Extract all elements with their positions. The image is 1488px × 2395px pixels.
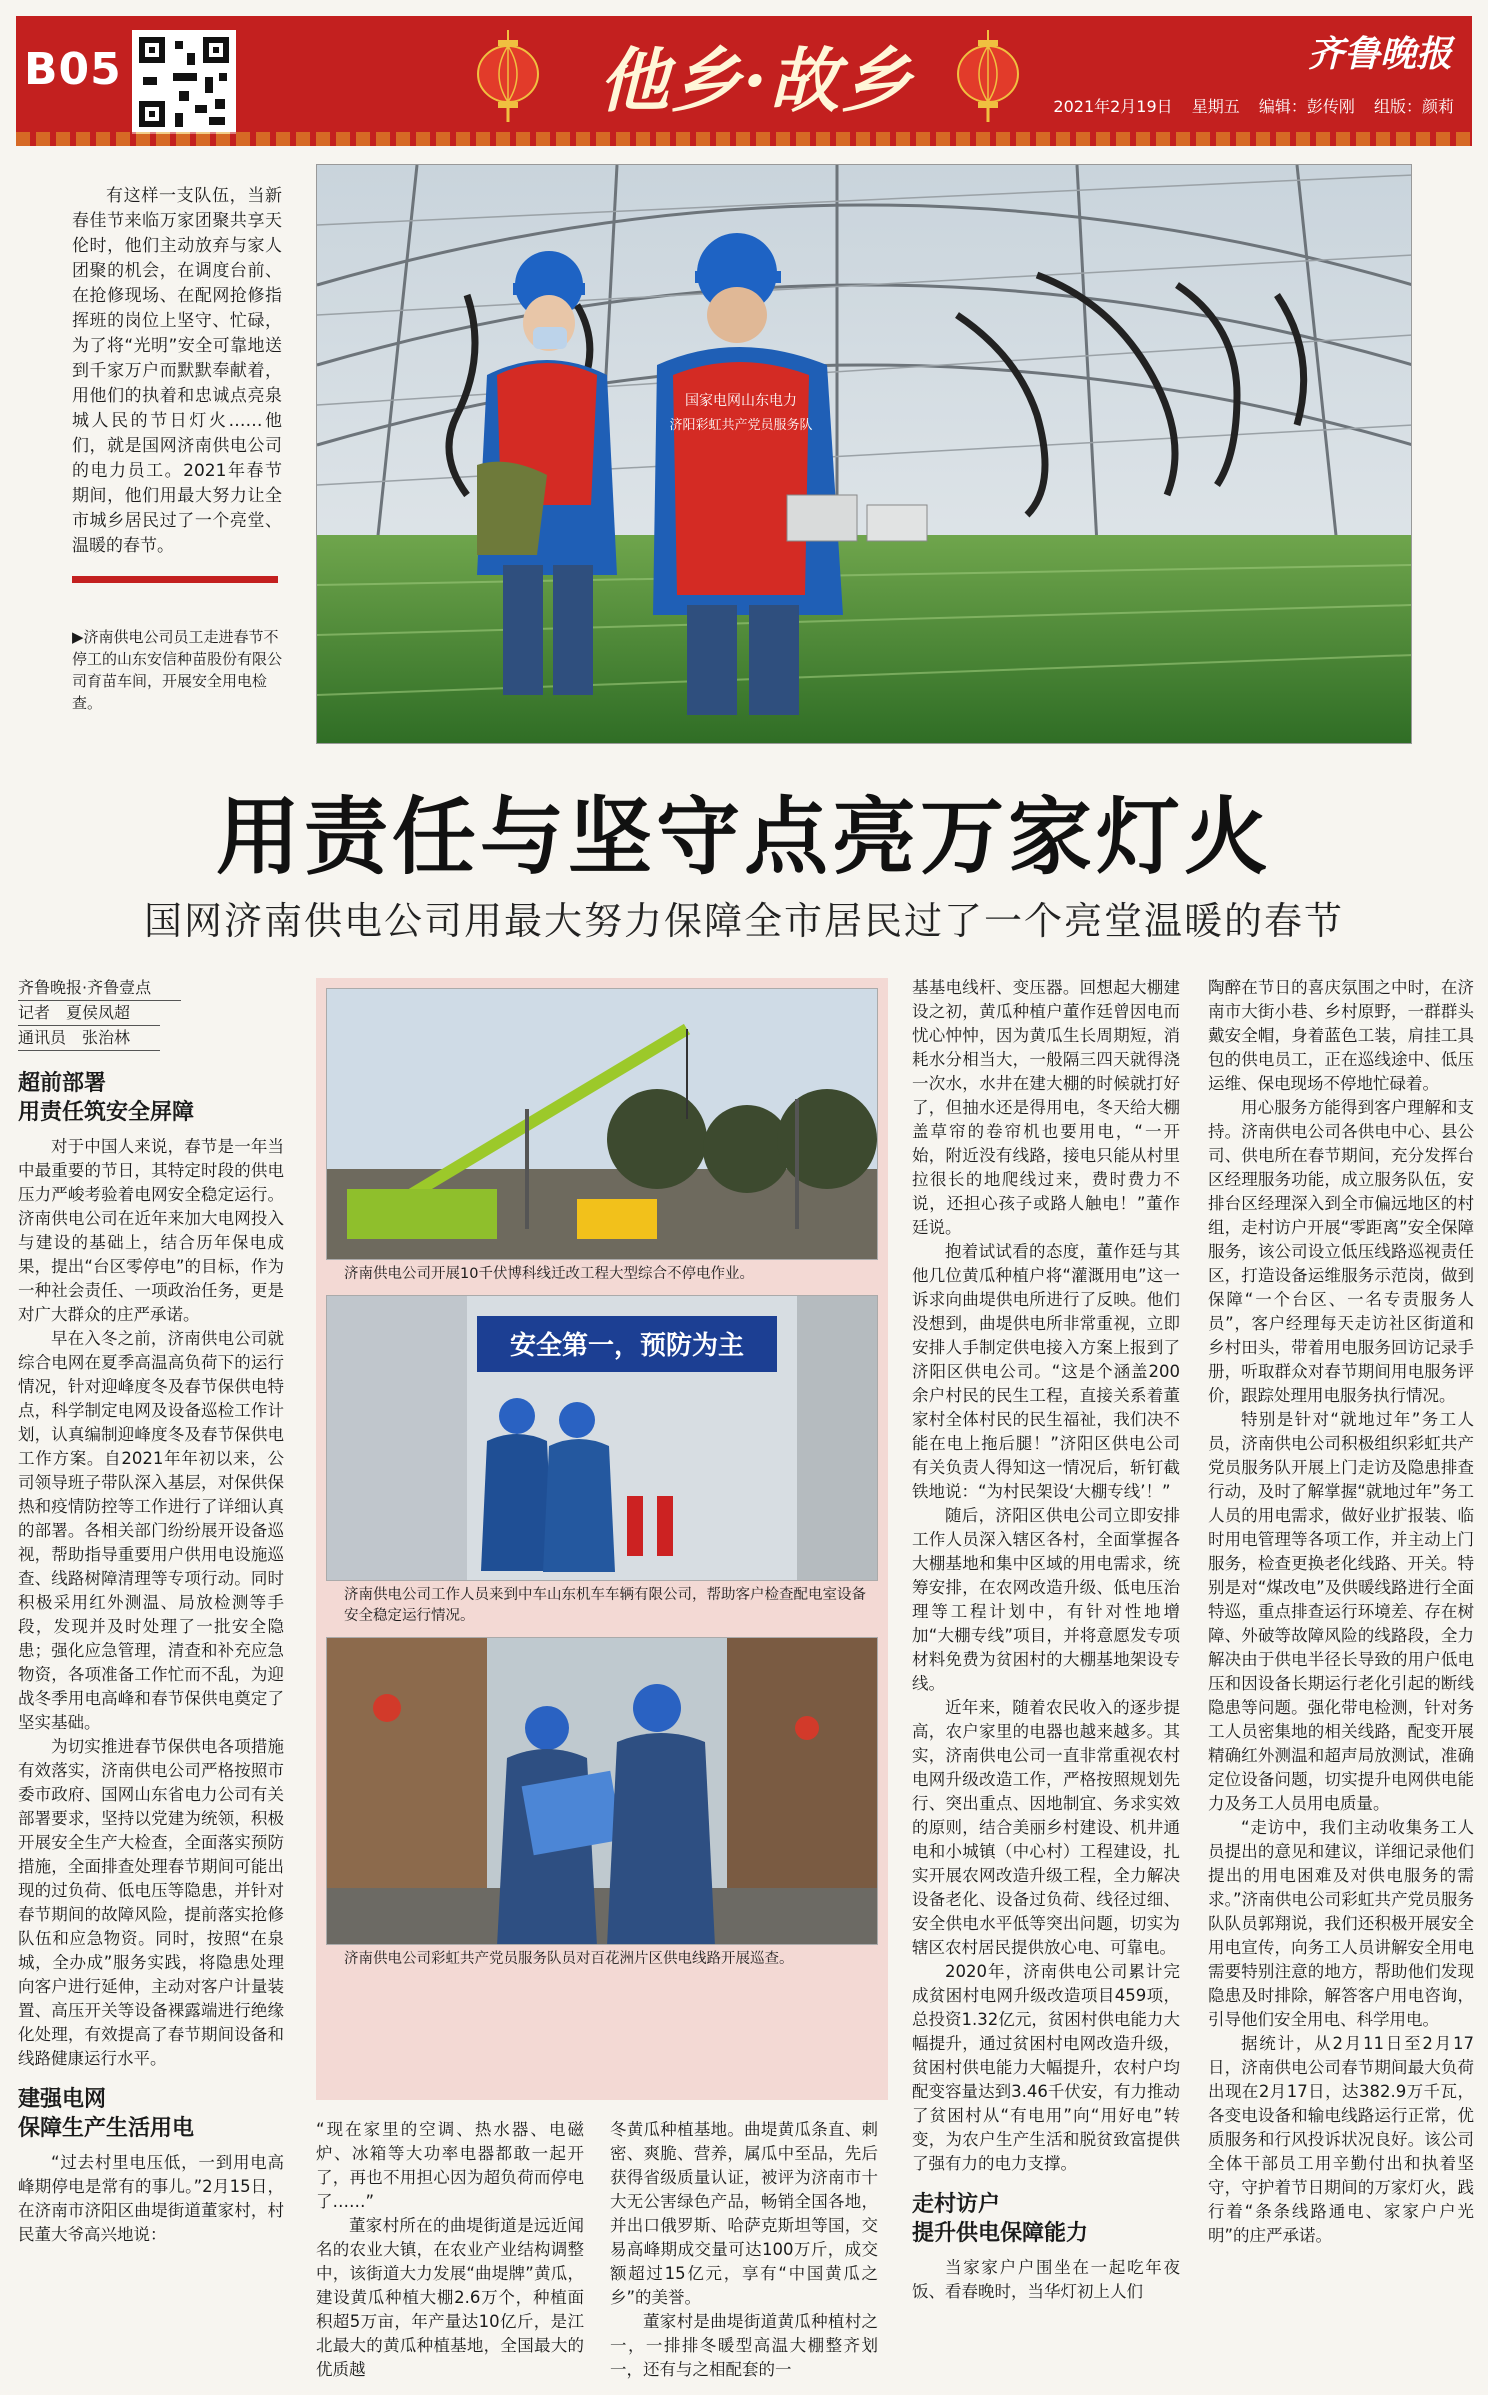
subheadline: 国网济南供电公司用最大努力保障全市居民过了一个亮堂温暖的春节: [143, 899, 1344, 943]
paragraph: 为切实推进春节保供电各项措施有效落实，济南供电公司严格按照市委市政府、国网山东省电力公司有关部署要求，坚持以党建为统领，积极开展安全生产大检查，全面落实预防措施，全面排查处理春节期间可能出现的过负荷、低电压等隐患，并针对春节期间的故障风险，提前落实抢修队伍和应急物资。同时，按照“在泉城，全办成”服务实践，将隐患处理向客户进行延伸，主动对客户计量装置、高压开关等设备裸露端进行绝缘化处理，有效提高了春节期间设备和线路健康运行水平。: [18, 1737, 284, 2068]
section-heading: 走村访户 提升供电保障能力: [912, 2192, 1089, 2246]
byline-source: 齐鲁晚报·齐鲁壹点: [18, 976, 181, 1001]
paragraph: 陶醉在节日的喜庆氛围之中时，在济南市大街小巷、乡村原野，一群群头戴安全帽，身着蓝色工装，肩挂工具包的供电员工，正在巡线途中、低压运维、保电现场不停地忙碌着。: [1208, 978, 1474, 1093]
page-header: [16, 16, 1472, 146]
intro-divider: [72, 576, 278, 583]
qr-code-icon: [132, 30, 236, 134]
photo-caption: 济南供电公司彩虹共产党员服务队员对百花洲片区供电线路开展巡查。: [344, 1951, 794, 1967]
lantern-icon: [956, 30, 1020, 122]
paragraph: 当家家户户围坐在一起吃年夜饭、看春晚时，当华灯初上人们: [912, 2258, 1180, 2301]
paragraph: 用心服务方能得到客户理解和支持。济南供电公司各供电中心、县公司、供电所在春节期间，充分发挥台区经理服务功能，成立服务队伍，安排台区经理深入到全市偏远地区的村组，走村访户开展“零距离”安全保障服务，该公司设立低压线路巡视责任区，打造设备运维服务示范岗，做到保障“一个台区、一名专责服务人员”，客户经理每天走访社区街道和乡村田头，带着用电服务回访记录手册，听取群众对春节期间用电服务评价，跟踪处理用电服务执行情况。: [1208, 1098, 1474, 1405]
main-photo: [316, 164, 1412, 744]
photo-gallery: [316, 978, 888, 2100]
paragraph: “现在家里的空调、热水器、电磁炉、冰箱等大功率电器都敢一起开了，再也不用担心因为超负荷而停电了……”: [316, 2120, 584, 2211]
article-column-2: [316, 2118, 584, 2382]
page-number: B05: [24, 44, 122, 95]
paragraph: 董家村所在的曲堤街道是远近闻名的农业大镇，在农业产业结构调整中，该街道大力发展“曲堤牌”黄瓜，建设黄瓜种植大棚2.6万个，种植面积超5万亩，年产量达10亿斤，是江北最大的黄瓜种植基地，全国最大的优质越: [316, 2216, 584, 2379]
byline-correspondent: 通讯员 张治林: [18, 1026, 160, 1051]
paragraph: 基基电线杆、变压器。回想起大棚建设之初，黄瓜种植户董作廷曾因电而忧心忡忡，因为黄瓜生长周期短，消耗水分相当大，一般隔三四天就得浇一次水，水井在建大棚的时候就打好了，但抽水还是得用电，冬天给大棚盖草帘的卷帘机也要用电，“一开始，附近没有线路，接电只能从村里拉很长的地爬线过来，费时费力不说，还担心孩子或路人触电！”董作廷说。: [912, 978, 1180, 1237]
photo-crane: [326, 988, 878, 1260]
paragraph: 特别是针对“就地过年”务工人员，济南供电公司积极组织彩虹共产党员服务队开展上门走访及隐患排查行动，及时了解掌握“就地过年”务工人员的用电需求，做好业扩报装、临时用电管理等各项工作，并主动上门服务，检查更换老化线路、开关。特别是对“煤改电”及供暖线路进行全面特巡，重点排查运行环境差、存在树障、外破等故障风险的线路段，全力解决由于供电半径长导致的用户低电压和因设备长期运行老化引起的断线隐患等问题。强化带电检测，针对务工人员密集地的相关线路，配变开展精确红外测温和超声局放测试，准确定位设备问题，切实提升电网供电能力及务工人员用电质量。: [1208, 1410, 1474, 1813]
paragraph: 据统计，从2月11日至2月17日，济南供电公司春节期间最大负荷出现在2月17日，达382.9万千瓦，各变电设备和输电线路运行正常，优质服务和行风投诉状况良好。该公司全体干部员工用辛勤付出和执着坚守，守护着节日期间的万家灯火，践行着“条条线路通电、家家户户光明”的庄严承诺。: [1208, 2034, 1474, 2245]
paragraph: 早在入冬之前，济南供电公司就综合电网在夏季高温高负荷下的运行情况，针对迎峰度冬及春节保供电特点，科学制定电网及设备巡检工作计划，认真编制迎峰度冬及春节保供电工作方案。自2021年年初以来，公司领导班子带队深入基层，对保供保热和疫情防控等工作进行了详细认真的部署。各相关部门纷纷展开设备巡视，帮助指导重要用户供用电设施巡查、线路树障清理等专项行动。同时积极采用红外测温、局放检测等手段，发现并及时处理了一批安全隐患；强化应急管理，清查和补充应急物资，各项准备工作忙而不乱，为迎战冬季用电高峰和春节保供电奠定了坚实基础。: [18, 1329, 284, 1732]
layout-editor: 组版：颜莉: [1373, 97, 1454, 116]
article-column-3: [912, 976, 1180, 2304]
paragraph: 近年来，随着农民收入的逐步提高，农户家里的电器也越来越多。其实，济南供电公司一直非常重视农村电网升级改造工作，严格按照规划先行、突出重点、因地制宜、务求实效的原则，结合美丽乡村建设、机井通电和小城镇（中心村）工程建设，扎实开展农网改造升级工程，全力解决设备老化、设备过负荷、线径过细、安全供电水平低等突出问题，切实为辖区农村居民提供放心电、可靠电。: [912, 1698, 1180, 1957]
issue-date: 2021年2月19日: [1053, 97, 1173, 116]
article-column-4: [1208, 976, 1474, 2248]
headline: 用责任与坚守点亮万家灯火: [215, 788, 1272, 886]
paragraph: 抱着试试看的态度，董作廷与其他几位黄瓜种植户将“灌溉用电”这一诉求向曲堤供电所进行了反映。他们没想到，曲堤供电所非常重视，立即安排人手制定供电接入方案上报到了济阳区供电公司。“这是个涵盖200余户村民的民生工程，直接关系着董家村全体村民的民生福祉，我们决不能在电上拖后腿！”济阳区供电公司有关负责人得知这一情况后，斩钉截铁地说：“为村民架设‘大棚专线’！”: [912, 1242, 1180, 1501]
section-heading: 建强电网 保障生产生活用电: [18, 2087, 195, 2141]
byline-reporter: 记者 夏侯凤超: [18, 1001, 160, 1026]
section-title: 他乡·故乡: [598, 39, 914, 122]
paragraph: 2020年，济南供电公司累计完成贫困村电网升级改造项目459项，总投资1.32亿元，贫困村供电能力大幅提升，通过贫困村电网改造升级，贫困村供电能力大幅提升，农村户均配变容量达到3.46千伏安，有力推动了贫困村从“有电用”向“用好电”转变，为农户生产生活和脱贫致富提供了强有力的电力支撑。: [912, 1962, 1180, 2173]
main-photo-caption: ▶济南供电公司员工走进春节不停工的山东安信种苗股份有限公司育苗车间，开展安全用电检查。: [72, 628, 283, 712]
paragraph: 对于中国人来说，春节是一年当中最重要的节日，其特定时段的供电压力严峻考验着电网安全稳定运行。济南供电公司在近年来加大电网投入与建设的基础上，结合历年保电成果，提出“台区零停电”的目标，作为一种社会责任、一项政治任务，更是对广大群众的庄严承诺。: [18, 1137, 284, 1324]
issue-weekday: 星期五: [1191, 97, 1240, 116]
editor: 编辑：彭传刚: [1258, 97, 1355, 116]
paragraph: 董家村是曲堤街道黄瓜种植村之一，一排排冬暖型高温大棚整齐划一，还有与之相配套的一: [610, 2312, 878, 2379]
paragraph: 冬黄瓜种植基地。曲堤黄瓜条直、刺密、爽脆、营养，属瓜中至品，先后获得省级质量认证，被评为济南市十大无公害绿色产品，畅销全国各地，并出口俄罗斯、哈萨克斯坦等国，交易高峰期成交量可达100万斤，成交额超过15亿元，享有“中国黄瓜之乡”的美誉。: [610, 2120, 878, 2307]
header-pattern: [16, 132, 1472, 146]
photo-inspection: [326, 1295, 878, 1581]
paragraph: “走访中，我们主动收集务工人员提出的意见和建议，详细记录他们提出的用电困难及对供电服务的需求。”济南供电公司彩虹共产党员服务队队员郭翔说，我们还积极开展安全用电宣传，向务工人员讲解安全用电需要特别注意的地方，帮助他们发现隐患及时排除，解答客户用电咨询，引导他们安全用电、科学用电。: [1208, 1818, 1474, 2029]
safety-banner: 安全第一，预防为主: [509, 1331, 745, 1361]
paragraph: 随后，济阳区供电公司立即安排工作人员深入辖区各村，全面掌握各大棚基地和集中区域的用电需求，统筹安排，在农网改造升级、低电压治理等工程计划中，有针对性地增加“大棚专线”项目，并将意愿发专项材料免费为贫困村的大棚基地架设专线。: [912, 1506, 1180, 1693]
vest-text: 国家电网山东电力: [685, 393, 797, 409]
article-column-1: [18, 976, 284, 2247]
byline: [18, 976, 284, 1051]
issue-meta: [1039, 94, 1454, 117]
photo-caption: 济南供电公司开展10千伏博科线迁改工程大型综合不停电作业。: [344, 1266, 754, 1282]
section-heading: 超前部署 用责任筑安全屏障: [18, 1071, 195, 1125]
paragraph: “过去村里电压低，一到用电高峰期停电是常有的事儿。”2月15日，在济南市济阳区曲堤街道董家村，村民董大爷高兴地说：: [18, 2153, 284, 2244]
vest-text: 济阳彩虹共产党员服务队: [669, 418, 813, 433]
photo-patrol: [326, 1637, 878, 1945]
photo-caption: 济南供电公司工作人员来到中车山东机车车辆有限公司，帮助客户检查配电室设备安全稳定运行情况。: [344, 1587, 866, 1624]
intro-text: 有这样一支队伍，当新春佳节来临万家团聚共享天伦时，他们主动放弃与家人团聚的机会，在调度台前、在抢修现场、在配网抢修指挥班的岗位上坚守、忙碌，为了将“光明”安全可靠地送到千家万户而默默奉献着，用他们的执着和忠诚点亮泉城人民的节日灯火……他们，就是国网济南供电公司的电力员工。2021年春节期间，他们用最大努力让全市城乡居民过了一个亮堂、温暖的春节。: [72, 186, 282, 556]
lantern-icon: [476, 30, 540, 122]
article-column-2b: [610, 2118, 878, 2382]
masthead-logo: 齐鲁晚报: [1307, 33, 1452, 75]
